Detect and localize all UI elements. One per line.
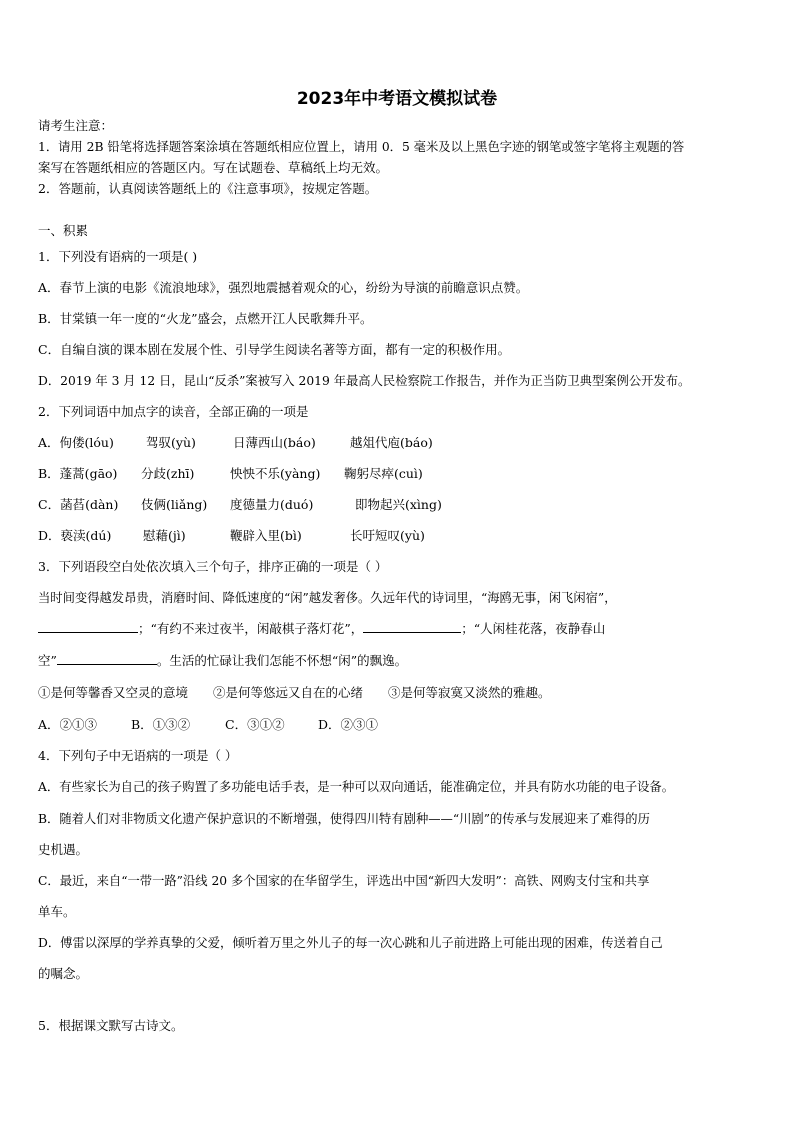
q3-choice-d: D．②③① <box>318 717 379 732</box>
q4-option-c-line-1: C．最近，来自“一带一路”沿线 20 多个国家的在华留学生，评选出中国“新四大发明”：高铁、网购支付宝和共享 <box>38 874 650 888</box>
page-title: 2023年中考语文模拟试卷 <box>296 89 498 109</box>
q3-line-2-part-b: ；“人闲桂花落，夜静春山 <box>461 621 606 636</box>
q3-sentences: ①是何等馨香又空灵的意境 ②是何等悠远又自在的心绪 ③是何等寂寞又淡然的雅趣。 <box>38 685 551 700</box>
q2-a-word-3: 日薄西山(báo) <box>233 435 316 450</box>
q1-option-c: C．自编自演的课本剧在发展个性、引导学生阅读名著等方面，都有一定的积极作用。 <box>38 342 511 357</box>
q3-blank-3[interactable] <box>57 652 157 665</box>
notice-item-2: 2．答题前，认真阅读答题纸上的《注意事项》，按规定答题。 <box>38 181 378 196</box>
q2-a-word-4: 越俎代庖(báo) <box>350 435 433 450</box>
q2-c-word-3: 度德量力(duó) <box>230 497 314 512</box>
q4-option-d-line-2: 的嘱念。 <box>38 966 89 981</box>
q3-blank-2[interactable] <box>363 620 461 633</box>
q2-c-word-2: 伎俩(liǎng) <box>141 497 208 512</box>
q2-b-word-2: 分歧(zhī) <box>141 466 195 481</box>
notice-item-1-line-2: 案写在答题纸相应的答题区内。写在试题卷、草稿纸上均无效。 <box>38 160 389 175</box>
q2-b-word-1: B．蓬蒿(gāo) <box>38 466 118 481</box>
notice-item-1-line-1: 1．请用 2B 铅笔将选择题答案涂填在答题纸相应位置上，请用 0．5 毫米及以上黑色字迹的钢笔或签字笔将主观题的答 <box>38 140 685 154</box>
q2-d-word-2: 慰藉(jì) <box>143 528 186 543</box>
q3-paragraph-line-3 <box>38 652 407 670</box>
q4-option-b-line-2: 史机遇。 <box>38 842 89 857</box>
notice-heading: 请考生注意： <box>38 118 114 133</box>
q1-option-a: A．春节上演的电影《流浪地球》，强烈地震撼着观众的心，纷纷为导演的前瞻意识点赞。 <box>38 280 529 295</box>
q1-option-d: D．2019 年 3 月 12 日，昆山“反杀”案被写入 2019 年最高人民检察院工作报告，并作为正当防卫典型案例公开发布。 <box>38 374 691 388</box>
q2-c-word-4: 即物起兴(xìng) <box>355 497 442 512</box>
q3-paragraph-line-2 <box>38 620 605 638</box>
q5-stem: 5．根据课文默写古诗文。 <box>38 1018 184 1033</box>
q3-paragraph-line-1: 当时间变得越发昂贵，消磨时间、降低速度的“闲”越发奢侈。久远年代的诗词里，“海鸥无事，闲飞闲宿”， <box>38 591 617 605</box>
q1-stem: 1．下列没有语病的一项是( ) <box>38 249 198 264</box>
q4-option-c-line-2: 单车。 <box>38 904 76 919</box>
q4-option-d-line-1: D．傅雷以深厚的学养真挚的父爱，倾听着万里之外儿子的每一次心跳和儿子前进路上可能出现的困难，传送着自己 <box>38 936 663 950</box>
q4-option-b-line-1: B．随着人们对非物质文化遗产保护意识的不断增强，使得四川特有剧种——“川剧”的传承与发展迎来了难得的历 <box>38 812 650 826</box>
q3-line-2-part-a: ；“有约不来过夜半，闲敲棋子落灯花”， <box>138 621 364 636</box>
q2-d-word-3: 鞭辟入里(bì) <box>230 528 302 543</box>
q3-choice-b: B．①③② <box>131 717 191 732</box>
q1-option-b: B．甘棠镇一年一度的“火龙”盛会，点燃开江人民歌舞升平。 <box>38 311 373 326</box>
q3-stem: 3．下列语段空白处依次填入三个句子，排序正确的一项是（ ） <box>38 559 388 574</box>
section-heading: 一、积累 <box>38 223 89 238</box>
q2-stem: 2．下列词语中加点字的读音，全部正确的一项是 <box>38 404 309 419</box>
q2-d-word-4: 长吁短叹(yù) <box>350 528 425 543</box>
q4-option-a: A．有些家长为自己的孩子购置了多功能电话手表，是一种可以双向通话，能准确定位，并具有防水功能的电子设备。 <box>38 780 675 794</box>
q3-choice-c: C．③①② <box>225 717 285 732</box>
q4-stem: 4．下列句子中无语病的一项是（ ） <box>38 748 238 763</box>
q2-c-word-1: C．菡萏(dàn) <box>38 497 119 512</box>
q2-a-word-2: 驾驭(yù) <box>146 435 196 450</box>
q2-a-word-1: A．佝偻(lóu) <box>38 435 114 450</box>
q3-choice-a: A．②①③ <box>38 717 98 732</box>
q2-d-word-1: D．亵渎(dú) <box>38 528 112 543</box>
q2-b-word-4: 鞠躬尽瘁(cuì) <box>344 466 423 481</box>
q3-line-3-part-a: 空” <box>38 653 57 668</box>
q2-b-word-3: 怏怏不乐(yàng) <box>230 466 321 481</box>
q3-line-3-part-b: 。生活的忙碌让我们怎能不怀想“闲”的飘逸。 <box>156 653 408 668</box>
q3-blank-1[interactable] <box>38 620 138 633</box>
